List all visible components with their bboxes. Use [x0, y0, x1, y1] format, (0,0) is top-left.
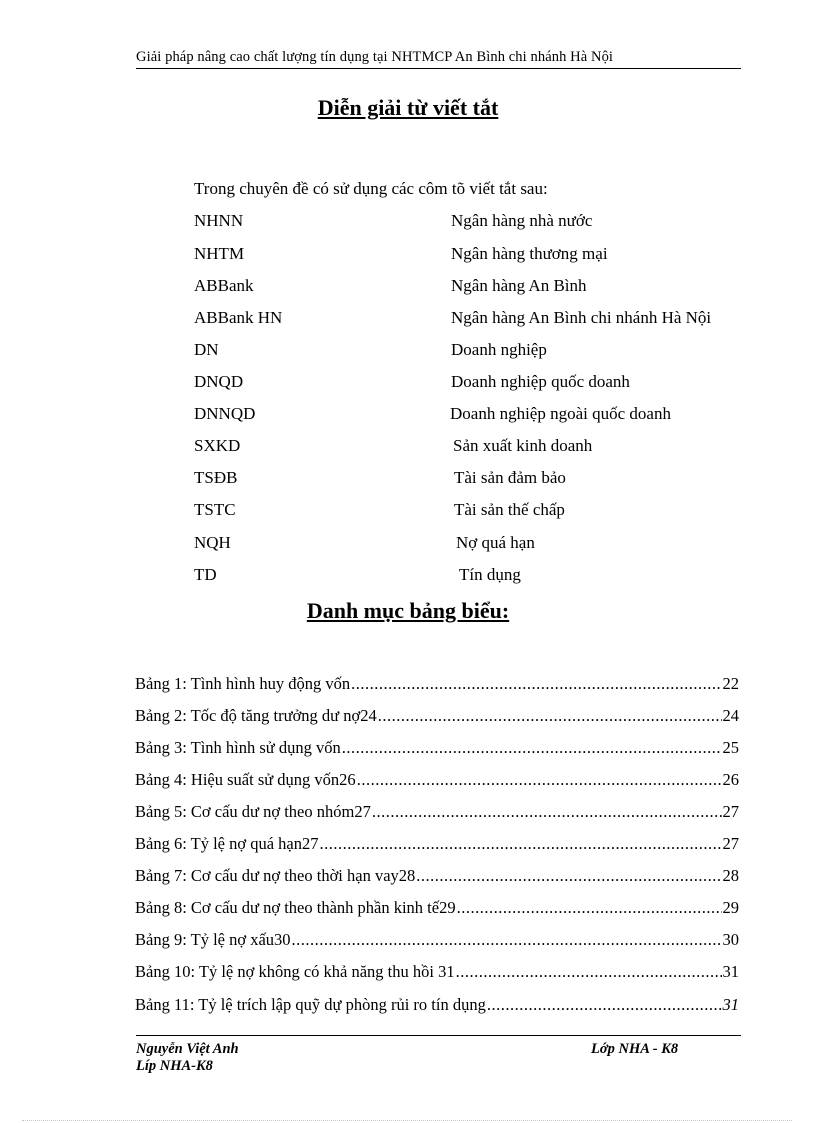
table-list-page: 24: [722, 706, 739, 725]
abbreviation-meaning: Doanh nghiệp quốc doanh: [451, 372, 630, 391]
table-list-page: 31: [722, 995, 739, 1014]
abbreviation-meaning: Ngân hàng nhà nước: [451, 211, 593, 230]
table-list-page: 29: [722, 898, 739, 917]
table-list-label: Bảng 3: Tình hình sử dụng vốn: [135, 738, 341, 757]
table-list-page: 27: [722, 834, 739, 853]
abbreviation-term: DN: [194, 340, 219, 359]
abbreviation-term: TSTC: [194, 500, 236, 519]
dot-leader: [487, 995, 722, 1015]
abbreviation-meaning: Doanh nghiệp: [451, 340, 547, 359]
abbreviation-meaning: Doanh nghiệp ngoài quốc doanh: [450, 404, 671, 423]
table-list-label: Bảng 9: Tỷ lệ nợ xấu30: [135, 930, 291, 949]
abbreviation-meaning: Tài sản đảm bảo: [454, 468, 566, 487]
abbreviation-meaning: Nợ quá hạn: [456, 533, 535, 552]
table-list-label: Bảng 5: Cơ cấu dư nợ theo nhóm27: [135, 802, 371, 821]
dot-leader: [372, 802, 722, 822]
table-list-item: [135, 770, 739, 794]
table-list-item: [135, 738, 739, 762]
header-divider: [136, 68, 741, 69]
abbreviation-term: DNQD: [194, 372, 244, 391]
table-list-page: 27: [722, 802, 739, 821]
abbreviation-row: [194, 404, 754, 428]
abbreviation-row: [194, 340, 754, 364]
abbreviation-row: [194, 565, 754, 589]
table-list-item: [135, 706, 739, 730]
table-list-label: Bảng 1: Tình hình huy động vốn: [135, 674, 351, 693]
dot-leader: [378, 706, 722, 726]
dot-leader: [357, 770, 722, 790]
table-list-item: [135, 834, 739, 858]
page-header-title: Giải pháp nâng cao chất lượng tín dụng tại NHTMCP An Bình chi nhánh Hà Nội: [136, 49, 614, 65]
footer-author: Nguyễn Việt Anh: [136, 1041, 239, 1057]
table-list-item: [135, 898, 739, 922]
abbreviation-row: [194, 211, 754, 235]
footer-divider: [136, 1035, 741, 1036]
dot-leader: [456, 962, 722, 982]
footer-class-right: Lớp NHA - K8: [591, 1041, 679, 1057]
abbreviation-row: [194, 468, 754, 492]
table-list-page: 31: [722, 962, 739, 981]
abbreviation-row: [194, 276, 754, 300]
abbreviations-title: Diễn giải từ viết tắt: [317, 95, 499, 120]
table-list-label: Bảng 2: Tốc độ tăng trưởng dư nợ24: [135, 706, 377, 725]
table-list-item: [135, 930, 739, 954]
abbreviation-term: DNNQD: [194, 404, 256, 423]
table-list-label: Bảng 6: Tỷ lệ nợ quá hạn27: [135, 834, 319, 853]
table-list-label: Bảng 4: Hiệu suất sử dụng vốn26: [135, 770, 356, 789]
dot-leader: [292, 930, 722, 950]
abbreviation-meaning: Tài sản thế chấp: [454, 500, 565, 519]
table-list-item: [135, 802, 739, 826]
abbreviations-intro: Trong chuyên đề có sử dụng các côm tõ viết tắt sau:: [194, 179, 548, 198]
page-bottom-border: [22, 1120, 792, 1121]
abbreviation-meaning: Sản xuất kinh doanh: [453, 436, 593, 455]
table-list-label: Bảng 8: Cơ cấu dư nợ theo thành phần kinh tế29: [135, 898, 456, 917]
abbreviation-term: TD: [194, 565, 217, 584]
abbreviation-row: [194, 244, 754, 268]
abbreviation-row: [194, 308, 754, 332]
footer-class-left: Líp NHA-K8: [136, 1058, 213, 1074]
table-list-item: [135, 674, 739, 698]
table-list-label: Bảng 10: Tỷ lệ nợ không có khả năng thu hồi 31: [135, 962, 455, 981]
table-list-item: [135, 962, 739, 986]
dot-leader: [457, 898, 722, 918]
abbreviation-term: NHNN: [194, 211, 244, 230]
abbreviation-term: SXKD: [194, 436, 241, 455]
abbreviation-term: NHTM: [194, 244, 245, 263]
abbreviation-row: [194, 372, 754, 396]
table-list-page: 22: [722, 674, 739, 693]
abbreviation-meaning: Tín dụng: [459, 565, 521, 584]
abbreviation-meaning: Ngân hàng An Bình: [451, 276, 587, 295]
abbreviation-term: NQH: [194, 533, 231, 552]
table-list-label: Bảng 7: Cơ cấu dư nợ theo thời hạn vay28: [135, 866, 416, 885]
abbreviation-meaning: Ngân hàng An Bình chi nhánh Hà Nội: [451, 308, 712, 327]
abbreviation-row: [194, 436, 754, 460]
dot-leader: [351, 674, 721, 694]
table-list-page: 28: [722, 866, 739, 885]
table-list-item: [135, 866, 739, 890]
dot-leader: [416, 866, 721, 886]
table-list-page: 25: [722, 738, 739, 757]
dot-leader: [319, 834, 721, 854]
table-list-label: Bảng 11: Tỷ lệ trích lập quỹ dự phòng rủi ro tín dụng: [135, 995, 486, 1014]
abbreviation-row: [194, 533, 754, 557]
table-list-item: [135, 995, 739, 1019]
abbreviation-term: ABBank: [194, 276, 254, 295]
tables-list-title: Danh mục bảng biểu:: [306, 598, 510, 623]
table-list-page: 30: [722, 930, 739, 949]
dot-leader: [342, 738, 722, 758]
abbreviation-term: ABBank HN: [194, 308, 283, 327]
abbreviation-meaning: Ngân hàng thương mại: [451, 244, 608, 263]
abbreviation-row: [194, 500, 754, 524]
abbreviation-term: TSĐB: [194, 468, 238, 487]
table-list-page: 26: [722, 770, 739, 789]
